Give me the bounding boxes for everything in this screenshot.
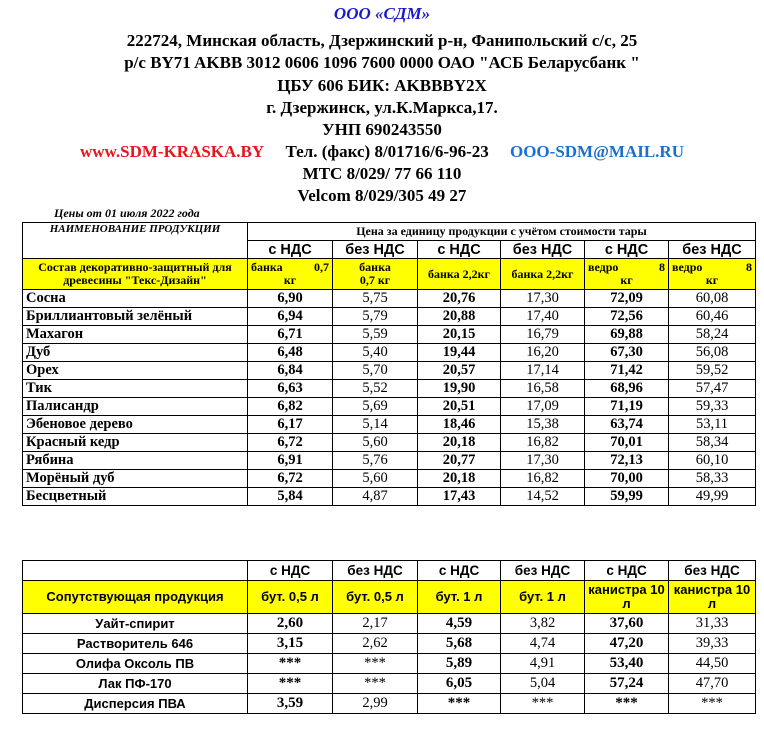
table-row [23, 416, 756, 434]
pack-cell: канистра 10 л [585, 581, 669, 614]
pack-cell: бут. 1 л [418, 581, 501, 614]
price-cell: 18,46 [418, 416, 501, 434]
pack-cell: бут. 0,5 л [333, 581, 418, 614]
price-cell: 19,90 [418, 380, 501, 398]
price-cell: 53,11 [669, 416, 756, 434]
price-cell: 63,74 [585, 416, 669, 434]
price-cell: 20,76 [418, 290, 501, 308]
price-cell: 16,82 [501, 470, 585, 488]
unp: УНП 690243550 [322, 120, 442, 139]
contacts-line [0, 142, 764, 162]
price-cell: 53,40 [585, 654, 669, 674]
product-name: Тик [23, 380, 248, 398]
vat-header: без НДС [501, 241, 585, 259]
price-cell: *** [333, 674, 418, 694]
price-cell: 6,63 [248, 380, 333, 398]
price-cell: 20,77 [418, 452, 501, 470]
price-cell: 20,51 [418, 398, 501, 416]
price-cell: 17,40 [501, 308, 585, 326]
price-cell: 4,87 [333, 488, 418, 506]
vat-header: с НДС [248, 241, 333, 259]
product-name: Растворитель 646 [23, 634, 248, 654]
price-cell: 60,10 [669, 452, 756, 470]
price-cell: 6,94 [248, 308, 333, 326]
table-row [23, 434, 756, 452]
pack-cell: бут. 0,5 л [248, 581, 333, 614]
vat-header: без НДС [669, 561, 756, 581]
accessory-price-table [22, 560, 756, 714]
table-row [23, 488, 756, 506]
velcom-phone: Velcom 8/029/305 49 27 [297, 186, 467, 205]
price-cell: 5,79 [333, 308, 418, 326]
vat-header: без НДС [501, 561, 585, 581]
price-cell: 17,43 [418, 488, 501, 506]
pack-cell: банка 2,2кг [501, 259, 585, 290]
table-row [23, 380, 756, 398]
price-cell: 17,30 [501, 452, 585, 470]
price-cell: 3,15 [248, 634, 333, 654]
price-cell: 19,44 [418, 344, 501, 362]
phone-fax: Тел. (факс) 8/01716/6-96-23 [285, 142, 489, 161]
paint-price-table [22, 222, 756, 506]
table-row [23, 614, 756, 634]
table-row [23, 654, 756, 674]
product-name: Красный кедр [23, 434, 248, 452]
price-cell: 2,17 [333, 614, 418, 634]
price-cell: 6,17 [248, 416, 333, 434]
accessory-group-name: Сопутствующая продукция [23, 581, 248, 614]
vat-header: без НДС [669, 241, 756, 259]
table-row [23, 326, 756, 344]
company-address: 222724, Минская область, Дзержинский р-н, Фанипольский с/с, 25 [126, 31, 638, 50]
price-cell: 2,99 [333, 694, 418, 714]
product-name: Бесцветный [23, 488, 248, 506]
price-cell: 4,59 [418, 614, 501, 634]
pack-row [23, 259, 756, 290]
website-link[interactable]: www.SDM-KRASKA.BY [80, 142, 265, 161]
price-cell: 58,34 [669, 434, 756, 452]
price-cell: 5,60 [333, 470, 418, 488]
product-name: Эбеновое дерево [23, 416, 248, 434]
price-cell: 60,08 [669, 290, 756, 308]
name-column-header: НАИМЕНОВАНИЕ ПРОДУКЦИИ [23, 223, 248, 259]
pack-cell: ведро 8 кг [669, 259, 756, 290]
price-cell: 5,14 [333, 416, 418, 434]
table-row [23, 362, 756, 380]
price-cell: 4,74 [501, 634, 585, 654]
vat-header: с НДС [585, 561, 669, 581]
product-name: Лак ПФ-170 [23, 674, 248, 694]
price-cell: 14,52 [501, 488, 585, 506]
product-name: Олифа Оксоль ПВ [23, 654, 248, 674]
table-row [23, 470, 756, 488]
pack-row [23, 581, 756, 614]
price-cell: 47,20 [585, 634, 669, 654]
price-cell: 20,15 [418, 326, 501, 344]
product-name: Палисандр [23, 398, 248, 416]
table-row [23, 344, 756, 362]
price-cell: 70,00 [585, 470, 669, 488]
price-cell: 71,19 [585, 398, 669, 416]
price-cell: 72,13 [585, 452, 669, 470]
price-cell: 5,69 [333, 398, 418, 416]
product-name: Бриллиантовый зелёный [23, 308, 248, 326]
pack-cell: канистра 10 л [669, 581, 756, 614]
price-cell: 58,33 [669, 470, 756, 488]
product-name: Рябина [23, 452, 248, 470]
pack-cell: банка 2,2кг [418, 259, 501, 290]
bank-account: р/с BY71 AKBB 3012 0606 1096 7600 0000 ОАО "АСБ Беларусбанк " [124, 53, 640, 72]
pack-cell: бут. 1 л [501, 581, 585, 614]
price-cell: *** [248, 674, 333, 694]
mts-phone: МТС 8/029/ 77 66 110 [302, 164, 462, 183]
price-cell: 6,48 [248, 344, 333, 362]
product-name: Махагон [23, 326, 248, 344]
price-cell: 5,89 [418, 654, 501, 674]
price-cell: 6,91 [248, 452, 333, 470]
price-cell: *** [418, 694, 501, 714]
price-cell: 20,88 [418, 308, 501, 326]
price-cell: 5,04 [501, 674, 585, 694]
table-row [23, 398, 756, 416]
price-cell: 70,01 [585, 434, 669, 452]
empty-cell [23, 561, 248, 581]
table-row [23, 694, 756, 714]
price-cell: 17,14 [501, 362, 585, 380]
vat-header: с НДС [418, 561, 501, 581]
price-cell: 5,75 [333, 290, 418, 308]
price-cell: 44,50 [669, 654, 756, 674]
table-row [23, 290, 756, 308]
price-cell: 57,24 [585, 674, 669, 694]
price-cell: 5,84 [248, 488, 333, 506]
product-name: Орех [23, 362, 248, 380]
price-cell: 2,62 [333, 634, 418, 654]
price-cell: 6,90 [248, 290, 333, 308]
price-cell: 56,08 [669, 344, 756, 362]
price-cell: 5,40 [333, 344, 418, 362]
price-cell: 58,24 [669, 326, 756, 344]
price-cell: 47,70 [669, 674, 756, 694]
price-cell: 6,72 [248, 470, 333, 488]
bank-details: ЦБУ 606 БИК: AKBBBY2X [277, 76, 487, 95]
price-cell: 16,58 [501, 380, 585, 398]
price-cell: 5,60 [333, 434, 418, 452]
email-link[interactable]: OOO-SDM@MAIL.RU [509, 142, 684, 161]
price-cell: *** [333, 654, 418, 674]
vat-header: без НДС [333, 241, 418, 259]
price-cell: *** [669, 694, 756, 714]
price-cell: 6,05 [418, 674, 501, 694]
price-cell: 6,84 [248, 362, 333, 380]
price-cell: 20,57 [418, 362, 501, 380]
vat-header: без НДС [333, 561, 418, 581]
price-cell: 39,33 [669, 634, 756, 654]
price-cell: 2,60 [248, 614, 333, 634]
price-cell: 17,09 [501, 398, 585, 416]
product-name: Дуб [23, 344, 248, 362]
price-cell: 6,82 [248, 398, 333, 416]
product-name: Уайт-спирит [23, 614, 248, 634]
price-cell: 3,59 [248, 694, 333, 714]
vat-header: с НДС [585, 241, 669, 259]
price-cell: 72,56 [585, 308, 669, 326]
price-cell: 59,33 [669, 398, 756, 416]
price-cell: 5,59 [333, 326, 418, 344]
price-cell: 31,33 [669, 614, 756, 634]
price-cell: 5,76 [333, 452, 418, 470]
table-row [23, 452, 756, 470]
table-row [23, 308, 756, 326]
price-cell: 49,99 [669, 488, 756, 506]
price-cell: 37,60 [585, 614, 669, 634]
price-cell: 6,71 [248, 326, 333, 344]
price-cell: 59,99 [585, 488, 669, 506]
price-cell: 15,38 [501, 416, 585, 434]
pack-cell: ведро 8 кг [585, 259, 669, 290]
price-cell: *** [501, 694, 585, 714]
price-cell: 4,91 [501, 654, 585, 674]
price-cell: 5,68 [418, 634, 501, 654]
vat-header: с НДС [248, 561, 333, 581]
price-cell: 5,70 [333, 362, 418, 380]
price-cell: *** [585, 694, 669, 714]
vat-header-row [23, 561, 756, 581]
price-cell: 16,79 [501, 326, 585, 344]
price-cell: 17,30 [501, 290, 585, 308]
price-cell: 16,20 [501, 344, 585, 362]
price-cell: 67,30 [585, 344, 669, 362]
product-name: Морёный дуб [23, 470, 248, 488]
price-cell: 3,82 [501, 614, 585, 634]
product-name: Сосна [23, 290, 248, 308]
pack-cell: банка 0,7 кг [333, 259, 418, 290]
product-group-name: Состав декоративно-защитный для древесины "Текс-Дизайн" [23, 259, 248, 290]
price-cell: 6,72 [248, 434, 333, 452]
price-cell: 60,46 [669, 308, 756, 326]
vat-header: с НДС [418, 241, 501, 259]
product-name: Дисперсия ПВА [23, 694, 248, 714]
table-row [23, 634, 756, 654]
price-cell: *** [248, 654, 333, 674]
price-cell: 71,42 [585, 362, 669, 380]
city-address: г. Дзержинск, ул.К.Маркса,17. [266, 98, 498, 117]
price-cell: 20,18 [418, 470, 501, 488]
price-cell: 57,47 [669, 380, 756, 398]
table-row [23, 674, 756, 694]
price-cell: 69,88 [585, 326, 669, 344]
price-header: Цена за единицу продукции с учётом стоимости тары [248, 223, 756, 241]
price-cell: 16,82 [501, 434, 585, 452]
price-cell: 68,96 [585, 380, 669, 398]
price-cell: 20,18 [418, 434, 501, 452]
price-cell: 72,09 [585, 290, 669, 308]
prices-date: Цены от 01 июля 2022 года [54, 206, 200, 220]
pack-cell: банка 0,7 кг [248, 259, 333, 290]
price-cell: 59,52 [669, 362, 756, 380]
price-cell: 5,52 [333, 380, 418, 398]
company-name: ООО «СДМ» [333, 4, 431, 23]
